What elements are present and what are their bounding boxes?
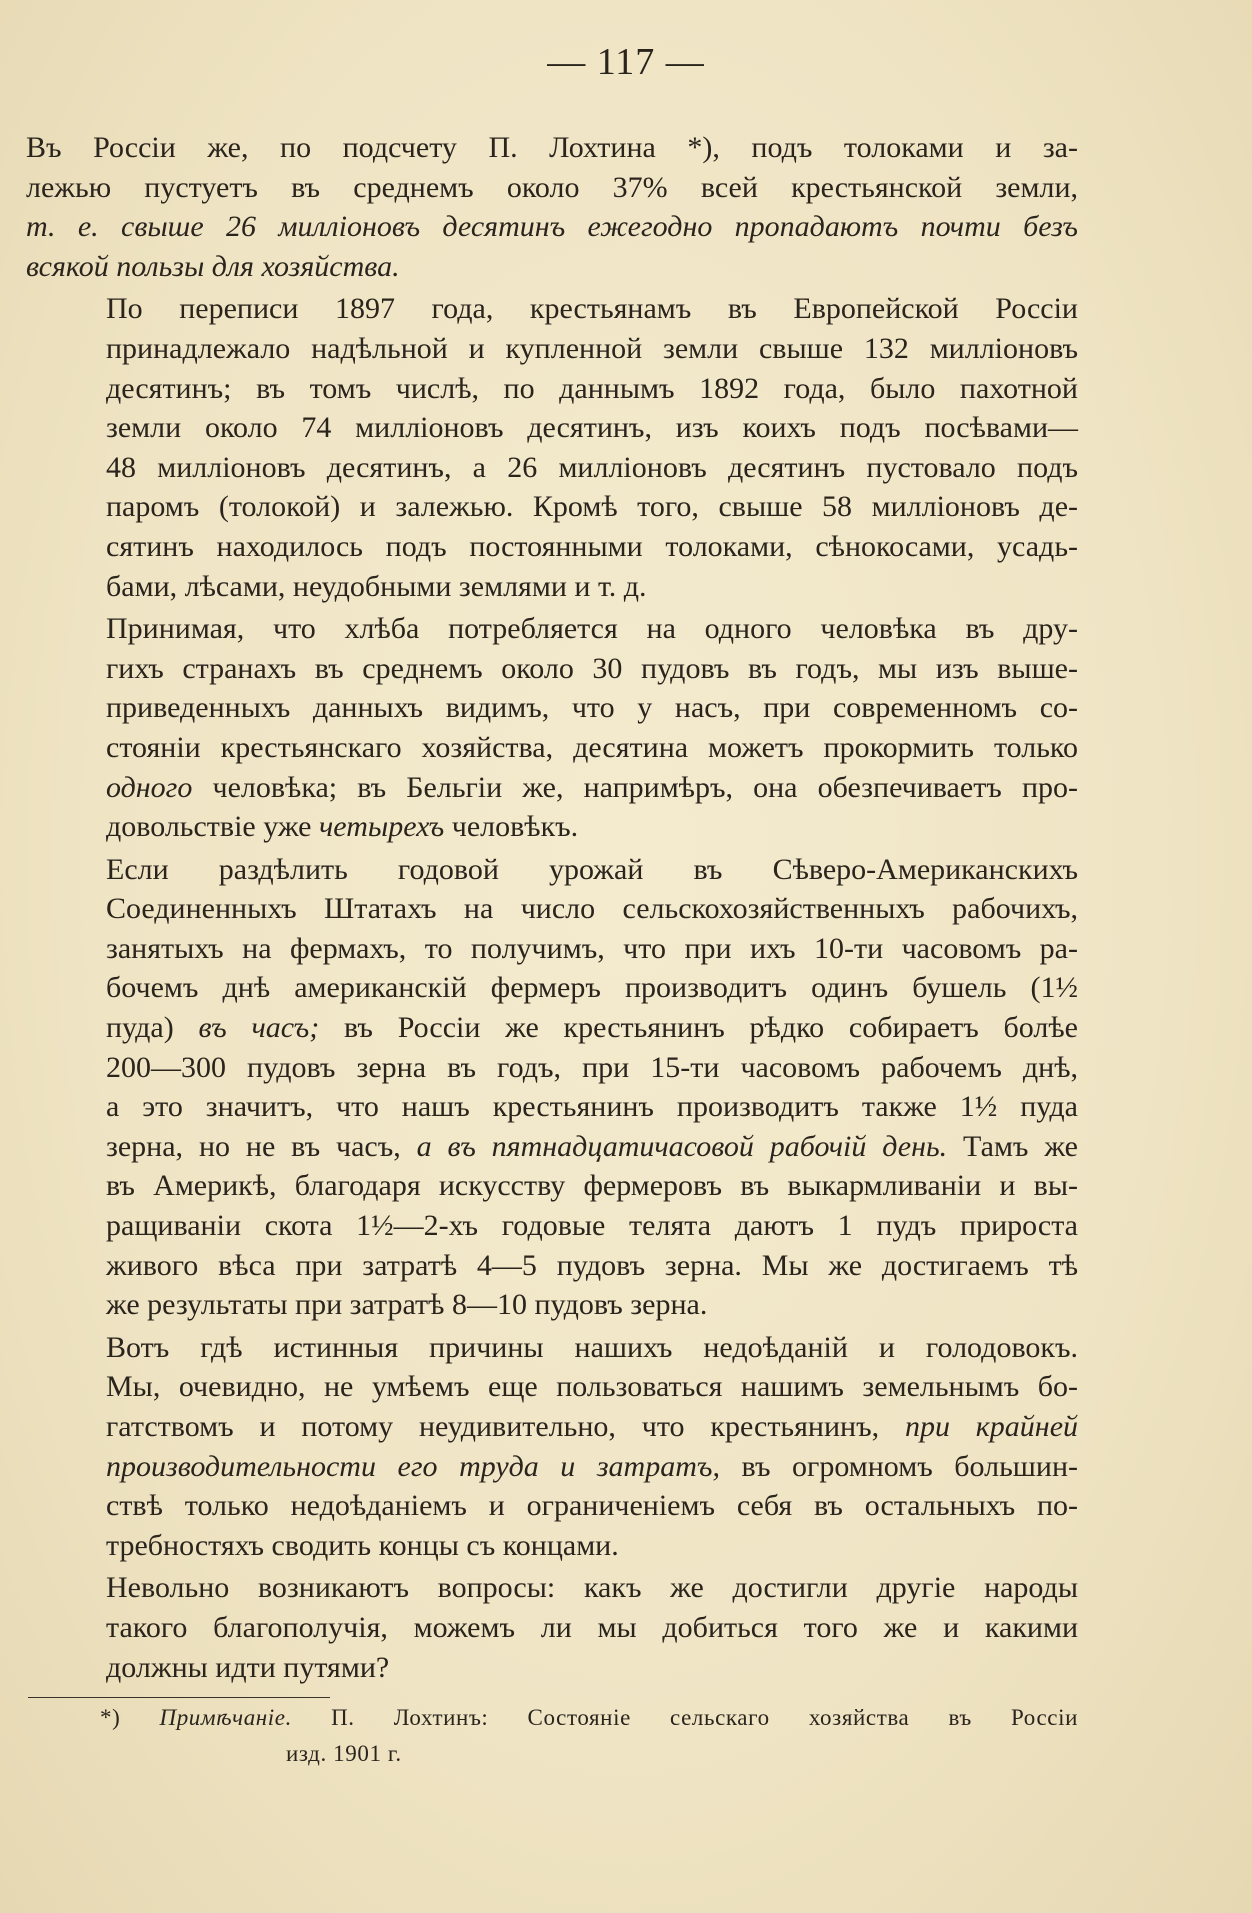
text-line xyxy=(26,408,1078,448)
text-line xyxy=(26,1328,1078,1368)
text-span: Соединенныхъ Штатахъ на число сельскохозяйственныхъ рабочихъ, xyxy=(106,892,1078,926)
text-line xyxy=(26,329,1078,369)
text-span: стояніи крестьянскаго хозяйства, десятина можетъ прокормить только xyxy=(106,730,1078,764)
text-span: же результаты при затратѣ 8—10 пудовъ зерна. xyxy=(106,1288,708,1322)
text-span: Мы, очевидно, не умѣемъ еще пользоваться нашимъ земельнымъ бо- xyxy=(106,1370,1078,1404)
text-span: человѣка; въ Бельгіи же, напримѣръ, она обезпечиваетъ про- xyxy=(192,770,1078,804)
text-line xyxy=(26,1048,1078,1088)
text-line xyxy=(26,1608,1078,1648)
italic-text: четырехъ xyxy=(318,810,445,844)
paragraph-p2 xyxy=(26,289,1078,606)
text-span: Если раздѣлить годовой урожай въ Сѣверо-Американскихъ xyxy=(106,852,1078,886)
text-line xyxy=(26,728,1078,768)
text-line xyxy=(26,768,1078,808)
paragraph-p4 xyxy=(26,850,1078,1325)
text-line xyxy=(26,448,1078,488)
text-line xyxy=(26,1206,1078,1246)
text-line xyxy=(26,1008,1078,1048)
paragraph-p1 xyxy=(26,128,1078,286)
text-span: Въ Россіи же, по подсчету П. Лохтина *), подъ толоками и за- xyxy=(26,131,1078,164)
text-line xyxy=(26,688,1078,728)
text-span: По переписи 1897 года, крестьянамъ въ Европейской Россіи xyxy=(106,292,1078,326)
footnote xyxy=(100,1700,1078,1772)
text-line xyxy=(26,1127,1078,1167)
text-span: человѣкъ. xyxy=(444,810,579,844)
paragraph-p6 xyxy=(26,1568,1078,1687)
italic-text: всякой пользы для хозяйства. xyxy=(26,249,400,283)
text-span: бами, лѣсами, неудобными землями и т. д. xyxy=(106,569,647,603)
text-line xyxy=(26,850,1078,890)
text-span: въ огромномъ большин- xyxy=(719,1449,1078,1483)
footnote-continuation: изд. 1901 г. xyxy=(286,1741,402,1766)
text-span: гихъ странахъ въ среднемъ около 30 пудовъ въ годъ, мы изъ выше- xyxy=(106,651,1078,685)
text-span: 200—300 пудовъ зерна въ годъ, при 15-ти часовомъ рабочемъ днѣ, xyxy=(106,1050,1078,1084)
italic-text: производительности его труда и затратъ, xyxy=(106,1449,720,1483)
footnote-marker: *) xyxy=(100,1705,160,1730)
text-line xyxy=(26,1526,1078,1566)
text-span: приведенныхъ данныхъ видимъ, что у насъ, при современномъ со- xyxy=(106,691,1078,725)
footnote-line xyxy=(100,1700,1078,1736)
text-span: бочемъ днѣ американскій фермеръ производитъ одинъ бушель (1½ xyxy=(106,971,1078,1005)
italic-text: одного xyxy=(106,770,193,804)
italic-text: въ часъ; xyxy=(198,1011,320,1045)
text-line xyxy=(26,1447,1078,1487)
text-line xyxy=(26,128,1078,168)
text-line xyxy=(26,1246,1078,1286)
text-line xyxy=(26,207,1078,247)
text-span: Невольно возникаютъ вопросы: какъ же достигли другіе народы xyxy=(106,1571,1078,1605)
text-span: такого благополучія, можемъ ли мы добиться того же и какими xyxy=(106,1610,1078,1644)
text-span: земли около 74 милліоновъ десятинъ, изъ коихъ подъ посѣвами— xyxy=(106,411,1078,445)
text-span: ствѣ только недоѣданіемъ и ограниченіемъ себя въ остальныхъ по- xyxy=(106,1489,1078,1523)
text-line xyxy=(26,487,1078,527)
text-line xyxy=(26,609,1078,649)
text-span: зерна, но не въ часъ, xyxy=(106,1129,417,1163)
footnote-label: Примѣчаніе. xyxy=(159,1705,292,1730)
text-span: паромъ (толокой) и залежью. Кромѣ того, свыше 58 милліоновъ де- xyxy=(106,490,1078,524)
text-span: должны идти путями? xyxy=(106,1650,390,1684)
text-span: Принимая, что хлѣба потребляется на одного человѣка въ дру- xyxy=(106,612,1078,646)
text-span: принадлежало надѣльной и купленной земли свыше 132 милліоновъ xyxy=(106,331,1078,365)
text-line xyxy=(26,1568,1078,1608)
text-span: 48 милліоновъ десятинъ, а 26 милліоновъ десятинъ пустовало подъ xyxy=(106,450,1078,484)
paragraph-p3 xyxy=(26,609,1078,847)
text-line xyxy=(26,929,1078,969)
body-text xyxy=(26,128,1078,1690)
footnote-divider xyxy=(28,1697,330,1698)
text-line xyxy=(26,968,1078,1008)
text-line xyxy=(26,1367,1078,1407)
text-span: гатствомъ и потому неудивительно, что крестьянинъ, xyxy=(106,1410,905,1443)
text-line xyxy=(26,1486,1078,1526)
text-span: сятинъ находилось подъ постоянными толоками, сѣнокосами, усадь- xyxy=(106,529,1078,563)
italic-text: а въ пятнадцатичасовой рабочій день. xyxy=(416,1129,948,1163)
text-span: въ Америкѣ, благодаря искусству фермеровъ въ выкармливаніи и вы- xyxy=(106,1169,1078,1203)
text-line xyxy=(26,289,1078,329)
text-span: въ Россіи же крестьянинъ рѣдко собираетъ болѣе xyxy=(319,1011,1078,1045)
text-line xyxy=(26,247,1078,287)
paragraph-p5 xyxy=(26,1328,1078,1566)
text-span: живого вѣса при затратѣ 4—5 пудовъ зерна. Мы же достигаемъ тѣ xyxy=(106,1248,1078,1282)
text-line xyxy=(26,1407,1078,1447)
text-span: Вотъ гдѣ истинныя причины нашихъ недоѣданій и голодовокъ. xyxy=(106,1330,1078,1364)
text-span: ращиваніи скота 1½—2-хъ годовые телята даютъ 1 пудъ прироста xyxy=(106,1209,1078,1243)
text-line xyxy=(26,369,1078,409)
text-span: пуда) xyxy=(106,1011,199,1045)
text-span: лежью пустуетъ въ среднемъ около 37% всей крестьянской земли, xyxy=(26,170,1078,204)
text-span: требностяхъ сводить концы съ концами. xyxy=(106,1528,619,1562)
text-line xyxy=(26,527,1078,567)
text-line xyxy=(26,567,1078,607)
footnote-text: П. Лохтинъ: Состояніе сельскаго хозяйства въ Россіи xyxy=(291,1705,1078,1730)
text-line xyxy=(26,807,1078,847)
text-span: довольствіе уже xyxy=(106,810,319,844)
text-span: десятинъ; въ томъ числѣ, по даннымъ 1892 года, было пахотной xyxy=(106,371,1078,405)
italic-text: т. е. свыше 26 милліоновъ десятинъ ежегодно пропадаютъ почти безъ xyxy=(26,210,1078,244)
text-line xyxy=(26,1087,1078,1127)
text-line xyxy=(26,649,1078,689)
page-number: — 117 — xyxy=(547,41,705,83)
text-span: Тамъ же xyxy=(947,1129,1078,1163)
text-line xyxy=(26,168,1078,208)
italic-text: при крайней xyxy=(904,1410,1079,1443)
text-line xyxy=(26,889,1078,929)
text-line xyxy=(26,1166,1078,1206)
text-line xyxy=(26,1648,1078,1688)
text-span: занятыхъ на фермахъ, то получимъ, что при ихъ 10-ти часовомъ ра- xyxy=(106,931,1078,965)
text-span: а это значитъ, что нашъ крестьянинъ производитъ также 1½ пуда xyxy=(106,1090,1078,1124)
text-line xyxy=(26,1285,1078,1325)
